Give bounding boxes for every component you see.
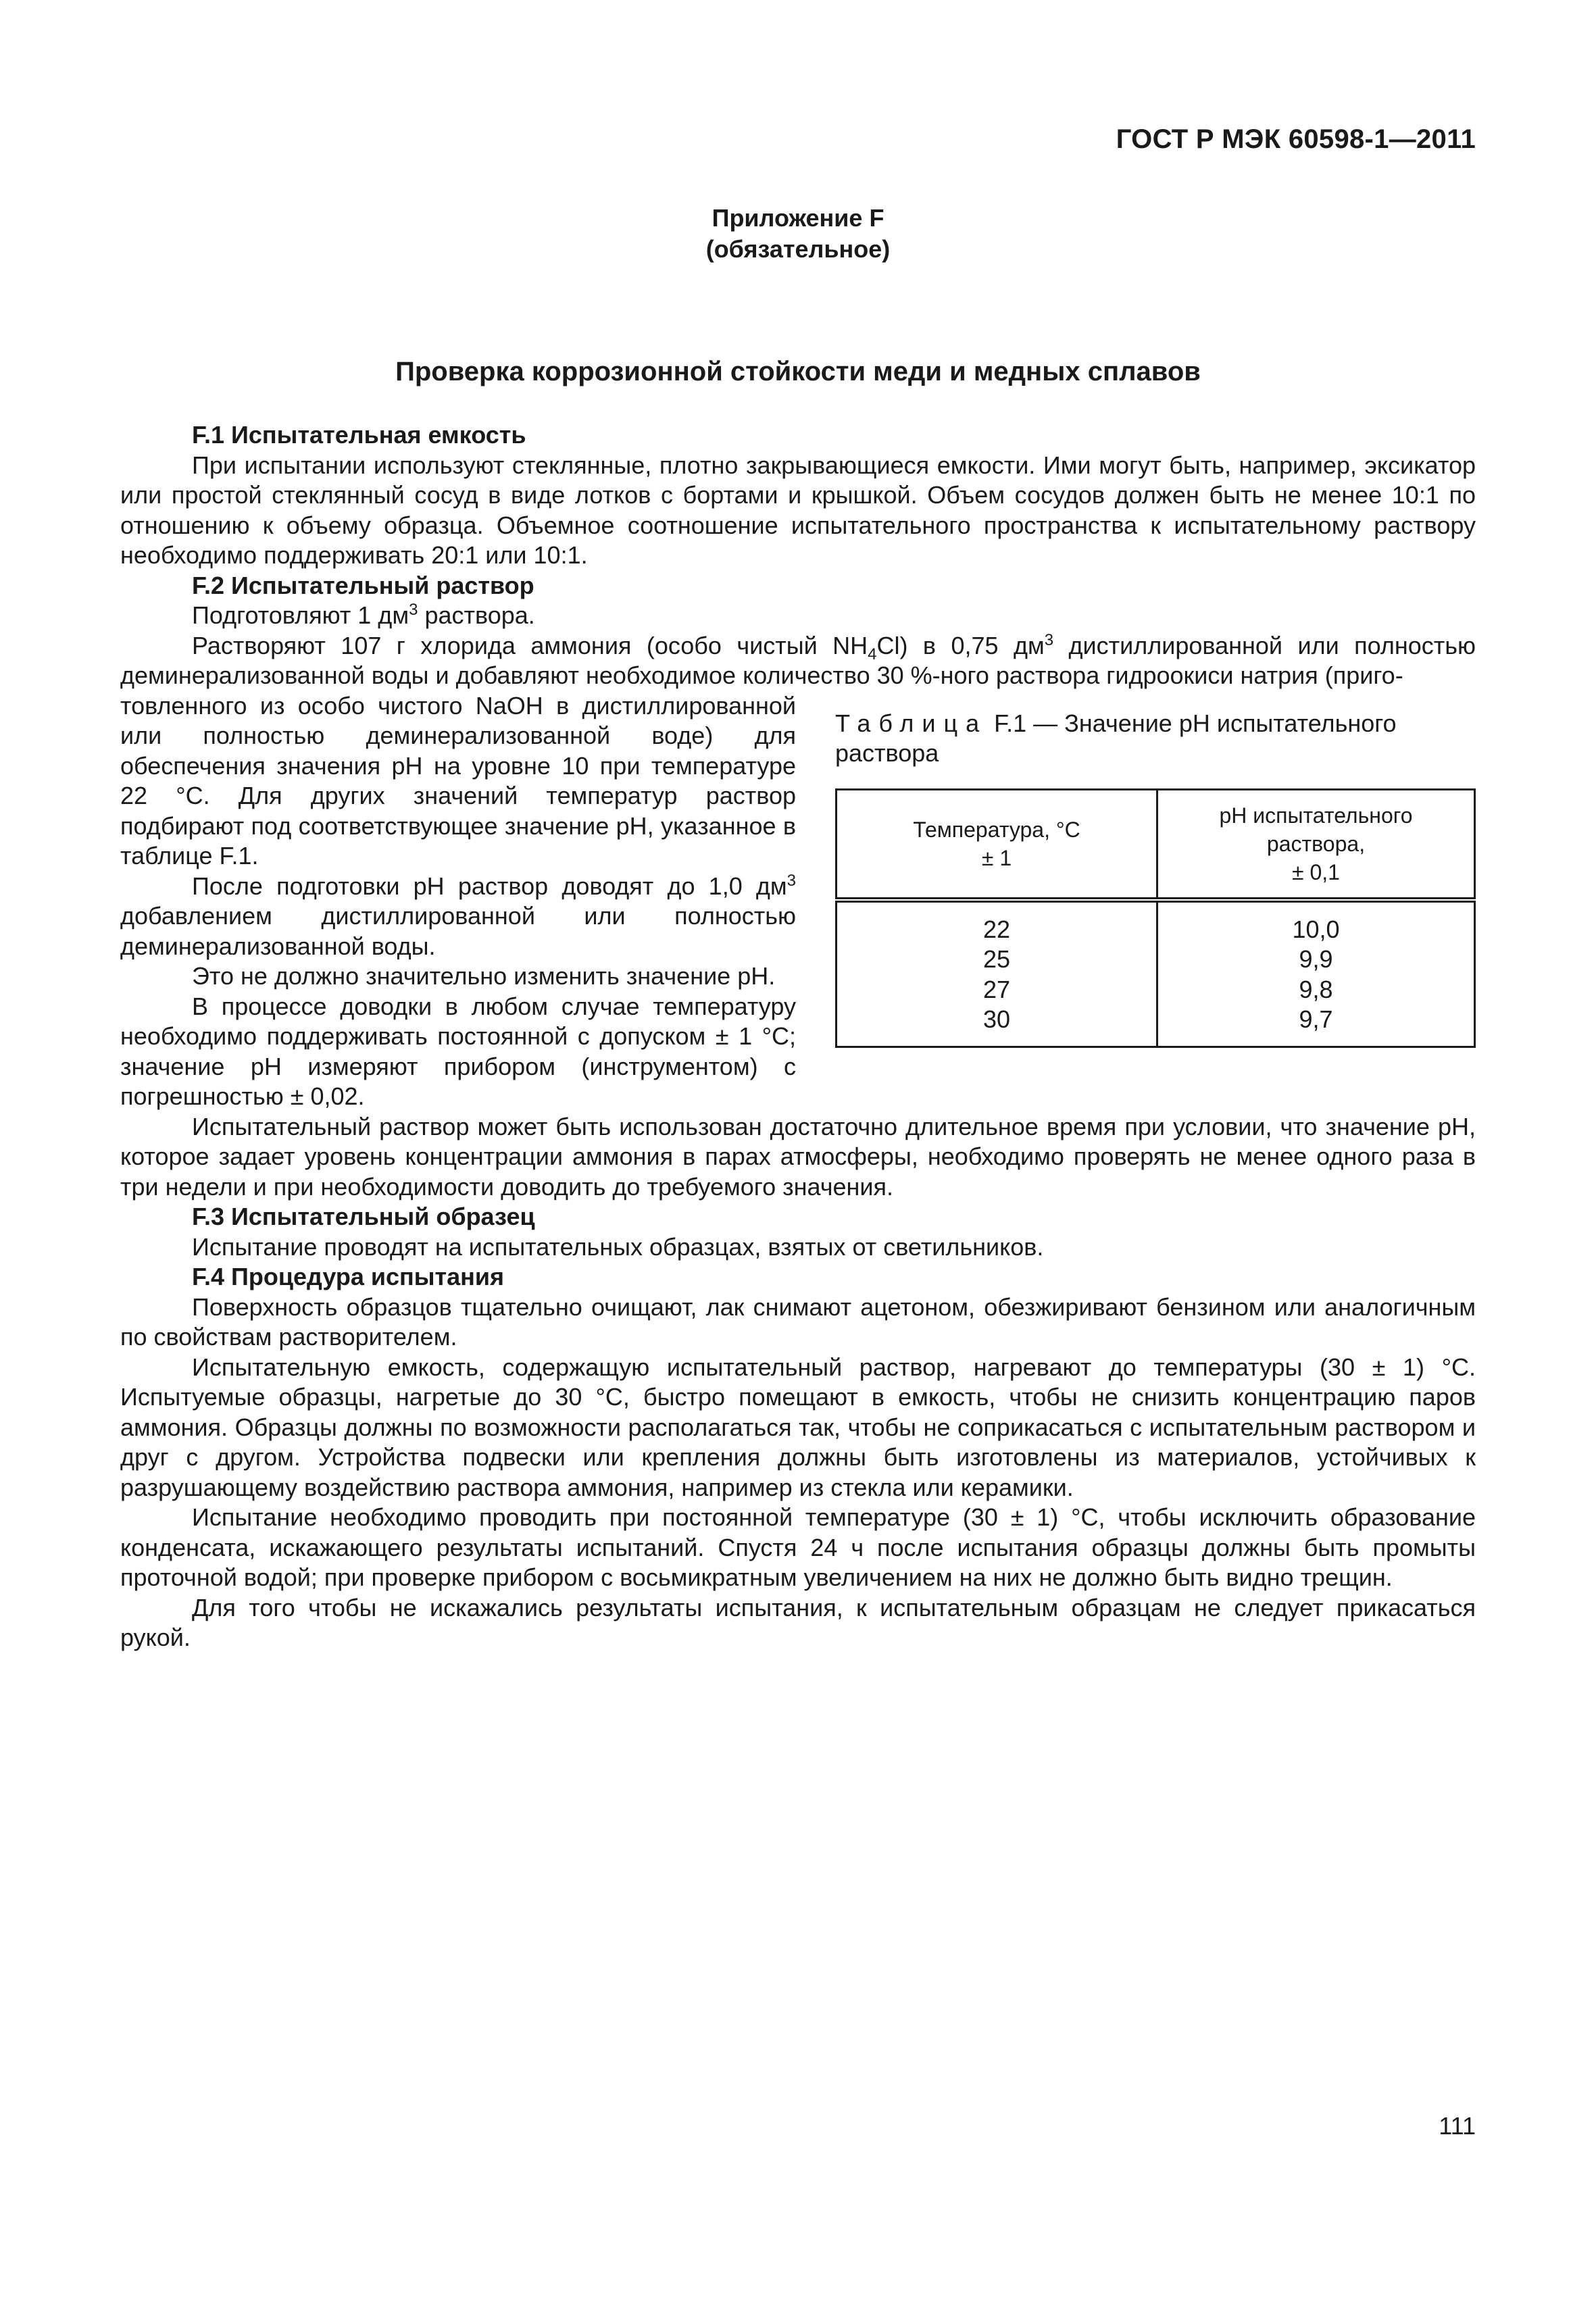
clause-heading-f3 xyxy=(120,1202,1476,1232)
clause-number: F.4 xyxy=(192,1263,225,1290)
ph-cell xyxy=(1157,900,1475,1047)
clause-title: Испытательная емкость xyxy=(231,421,526,449)
clause-title: Испытательный образец xyxy=(231,1203,535,1230)
superscript: 3 xyxy=(409,601,418,619)
paragraph-f4-heating: Испытательную емкость, содержащую испытательный раствор, нагревают до температуры (30 ± 1) °С. Испытуемые образцы, нагретые до 30 °С, быстро помещают в емкость, чтобы не снизить концентрацию паров аммония. Образцы должны по возможности располагаться так, чтобы не соприкасаться с испытательным раствором и друг с другом. Устройства подвески или крепления должны быть изготовлены из материалов, устойчивых к разрушающему воздействию раствора аммония, например из стекла или керамики. xyxy=(120,1353,1476,1501)
paragraph-f1: При испытании используют стеклянные, плотно закрывающиеся емкости. Ими могут быть, например, эксикатор или простой стеклянный сосуд в виде лотков с бортами и крышкой. Объем сосудов должен быть не менее 10:1 по отношению к объему образца. Объемное соотношение испытательного пространства к испытательному раствору необходимо поддерживать 20:1 или 10:1. xyxy=(120,451,1476,569)
header-line: Температура, °С xyxy=(913,817,1080,842)
text-run: Cl) в 0,75 дм xyxy=(876,631,1045,659)
header-line: раствора, xyxy=(1266,831,1366,856)
paragraph-f2-temperature: В процессе доводки в любом случае температуру необходимо поддерживать постоянной с допуском ± 1 °С; значение pH измеряют прибором (инструментом) с погрешностью ± 0,02. xyxy=(120,992,796,1110)
table-cell: 27 xyxy=(982,975,1011,1003)
clause-heading-f4 xyxy=(120,1262,1476,1292)
left-column xyxy=(120,691,796,1112)
table-cell: 10,0 xyxy=(1292,915,1340,943)
document-body xyxy=(120,420,1476,1653)
paragraph-f2-continued: товленного из особо чистого NaOH в дистиллированной или полностью деминерализованной воде) для обеспечения значения pH на уровне 10 при температуре 22 °С. Для других значений температур раствор подбирают под соответствующее значение pH, указанное в таблице F.1. xyxy=(120,691,796,870)
table-cell: 9,7 xyxy=(1299,1005,1333,1033)
temperature-cell xyxy=(837,900,1157,1047)
table-header-row xyxy=(837,789,1475,900)
text-run: После подготовки pH раствор доводят до 1,0 дм xyxy=(192,872,787,900)
clause-heading-f1 xyxy=(120,420,1476,451)
right-column xyxy=(835,691,1476,1112)
table-cell: 9,9 xyxy=(1299,945,1333,973)
paragraph-f3: Испытание проводят на испытательных образцах, взятых от светильников. xyxy=(192,1232,1044,1261)
ph-table xyxy=(835,788,1476,1048)
text-run: Подготовляют 1 дм xyxy=(192,601,409,629)
table-cell: 9,8 xyxy=(1299,975,1333,1003)
paragraph-f4-handling: Для того чтобы не искажались результаты испытания, к испытательным образцам не следует прикасаться рукой. xyxy=(120,1593,1476,1651)
annex-status: (обязательное) xyxy=(705,235,891,263)
header-line: ± 0,1 xyxy=(1292,859,1340,884)
clause-number: F.3 xyxy=(192,1203,225,1230)
paragraph-f2-dissolve xyxy=(120,631,1476,691)
text-run: раствора. xyxy=(418,601,535,629)
text-run: дистиллированной или полностью деминерализованной воды и добавляют необходимое количество 30 %-ного раствора гидроокиси натрия (приго- xyxy=(120,631,1476,689)
text-with-table xyxy=(120,691,1476,1112)
paragraph-f4-cleaning: Поверхность образцов тщательно очищают, лак снимают ацетоном, обезжиривают бензином или аналогичным по свойствам растворителем. xyxy=(120,1292,1476,1351)
paragraph-f2-adjust xyxy=(120,872,796,962)
header-line: ± 1 xyxy=(981,845,1012,870)
superscript: 3 xyxy=(1044,630,1054,649)
table-cell: 25 xyxy=(982,945,1011,973)
header-line: pH испытательного xyxy=(1219,803,1413,828)
table-caption-text: F.1 — Значение pH испытательного раствора xyxy=(835,709,1397,767)
page-number: 111 xyxy=(1439,2112,1476,2140)
paragraph-f4-conditions: Испытание необходимо проводить при постоянной температуре (30 ± 1) °С, чтобы исключить образование конденсата, искажающего результаты испытаний. Спустя 24 ч после испытания образцы должны быть промыты проточной водой; при проверке прибором с восьмикратным увеличением на них не должно быть видно трещин. xyxy=(120,1503,1476,1591)
table-cell: 22 xyxy=(982,915,1011,943)
column-header-temperature xyxy=(837,789,1157,900)
paragraph-f2-ph-note: Это не должно значительно изменить значение pH. xyxy=(192,962,776,990)
clause-title: Испытательный раствор xyxy=(231,571,534,599)
paragraph-f2-usage: Испытательный раствор может быть использован достаточно длительное время при условии, что значение pH, которое задает уровень концентрации аммония в парах атмосферы, необходимо проверять не менее одного раза в три недели и при необходимости доводить до требуемого значения. xyxy=(120,1112,1476,1201)
text-run: добавлением дистиллированной или полностью деминерализованной воды. xyxy=(120,902,796,960)
section-title: Проверка коррозионной стойкости меди и медных сплавов xyxy=(395,357,1201,386)
column-header-ph xyxy=(1157,789,1475,900)
annex-heading xyxy=(0,203,1596,265)
table-row xyxy=(837,900,1475,1047)
clause-title: Процедура испытания xyxy=(231,1263,505,1290)
clause-number: F.2 xyxy=(192,571,225,599)
table-caption-label: Таблица xyxy=(835,709,988,737)
clause-number: F.1 xyxy=(192,421,225,449)
annex-title: Приложение F xyxy=(712,204,884,232)
superscript: 3 xyxy=(787,871,796,890)
text-run: Растворяют 107 г хлорида аммония (особо чистый NH xyxy=(192,631,868,659)
clause-heading-f2 xyxy=(120,571,1476,601)
table-cell: 30 xyxy=(982,1005,1011,1033)
subscript: 4 xyxy=(868,645,877,663)
paragraph-f2-volume xyxy=(120,601,1476,631)
document-code: ГОСТ Р МЭК 60598-1—2011 xyxy=(1116,124,1476,154)
table-caption xyxy=(835,709,1476,769)
